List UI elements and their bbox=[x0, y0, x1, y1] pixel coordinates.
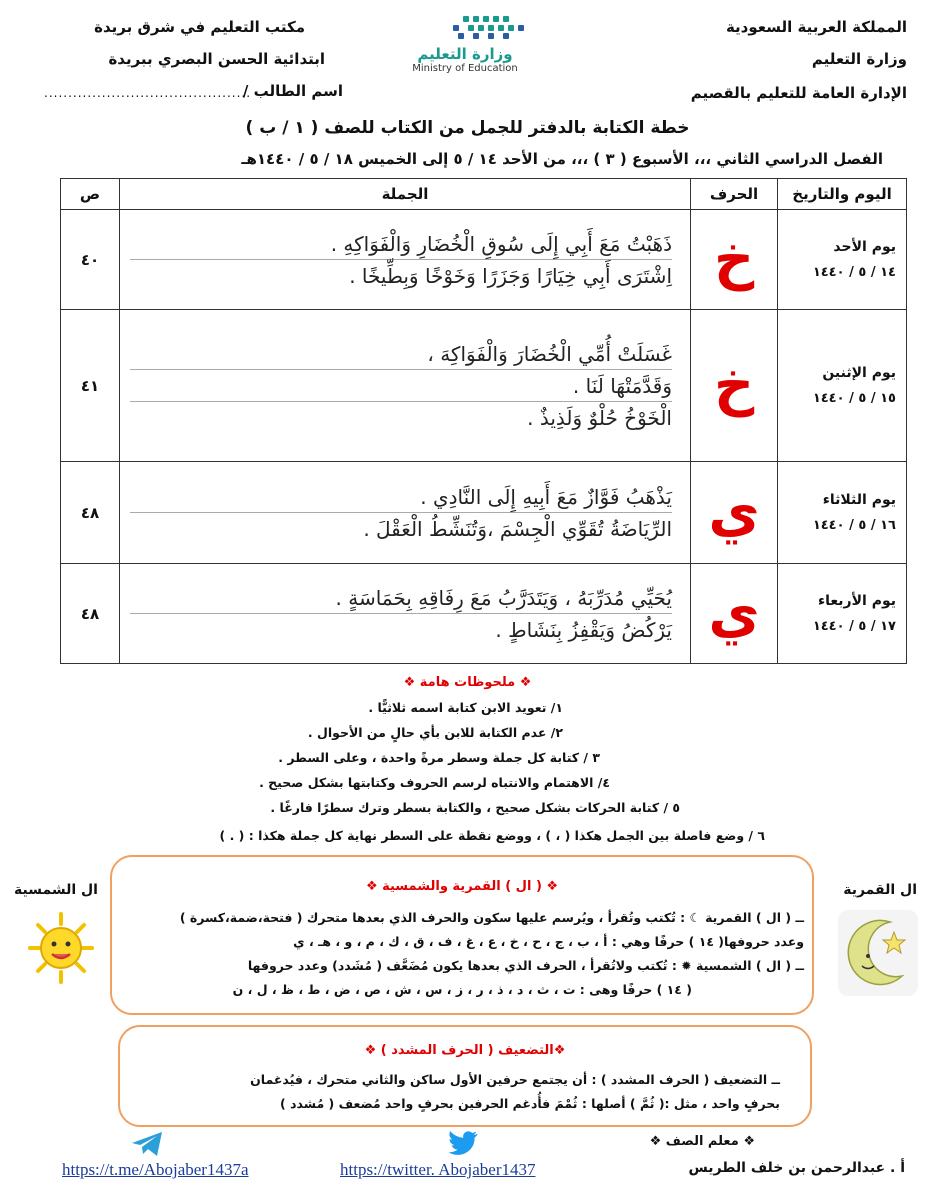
page-cell: ٤٨ bbox=[61, 564, 120, 664]
letter: خ bbox=[713, 353, 755, 418]
box1-line: ( ١٤ ) حرفًا وهى : ت ، ث ، د ، ذ ، ر ، ز ، س ، ش ، ص ، ض ، ط ، ظ ، ل ، ن bbox=[232, 982, 692, 997]
day-name: يوم الثلاثاء bbox=[822, 492, 896, 508]
header-left-1: مكتب التعليم في شرق بريدة bbox=[94, 18, 305, 36]
twitter-icon[interactable] bbox=[445, 1130, 479, 1158]
box1-line: ــ ( ال ) الشمسية ✹ : تُكتب ولاتُقرأ ، الحرف الذي بعدها يكون مُضَعَّف ( مُشَدد) وعدد حروفها bbox=[247, 958, 804, 973]
sentence-cell bbox=[120, 210, 691, 310]
table-row bbox=[61, 462, 907, 564]
shamsiya-label: ال الشمسية bbox=[14, 882, 98, 898]
header-right-3: الإدارة العامة للتعليم بالقصيم bbox=[690, 84, 907, 102]
logo-text: وزارة التعليم bbox=[417, 45, 513, 63]
day-date: ١٤ / ٥ / ١٤٤٠ bbox=[812, 265, 896, 280]
day-name: يوم الإثنين bbox=[822, 365, 896, 381]
qamariya-label: ال القمرية bbox=[843, 882, 917, 898]
twitter-link[interactable]: https://twitter. Abojaber1437 bbox=[340, 1160, 536, 1179]
sentence-line: يَذْهَبُ فَوَّازٌ مَعَ أَبِيهِ إِلَى النَّادِي . bbox=[130, 481, 672, 513]
header-day-date: اليوم والتاريخ bbox=[778, 179, 907, 210]
sun-icon bbox=[28, 912, 94, 984]
sentence-line: يُحَيِّي مُدَرِّبَهُ ، وَيَتَدَرَّبُ مَعَ رِفَاقِهِ بِحَمَاسَةٍ . bbox=[130, 582, 672, 614]
table-header-row bbox=[61, 179, 907, 210]
writing-plan-table bbox=[60, 178, 907, 664]
ministry-logo bbox=[385, 14, 545, 74]
telegram-link[interactable]: https://t.me/Abojaber1437a bbox=[62, 1160, 249, 1179]
day-date: ١٥ / ٥ / ١٤٤٠ bbox=[812, 391, 896, 406]
qamariya-shamsiya-box bbox=[110, 855, 814, 1015]
day-cell bbox=[778, 210, 907, 310]
header-page: ص bbox=[61, 179, 120, 210]
table-row bbox=[61, 310, 907, 462]
day-date: ١٧ / ٥ / ١٤٤٠ bbox=[812, 619, 896, 634]
table-row bbox=[61, 564, 907, 664]
student-label: اسم الطالب / bbox=[242, 82, 343, 100]
box1-line: ــ ( ال ) القمرية ☾ : تُكتب وتُقرأ ، ويُرسم عليها سكون والحرف الذي بعدها متحرك ( فتحة،ضمة،كسرة ) bbox=[179, 910, 804, 925]
note-item: ٤/ الاهتمام والانتباه لرسم الحروف وكتابتها بشكل صحيح . bbox=[259, 775, 610, 790]
note-item: ٣ / كتابة كل جملة وسطر مرةً واحدة ، وعلى السطر . bbox=[278, 750, 600, 765]
sentence-line: يَرْكُضُ وَيَقْفِزُ بِنَشَاطٍ . bbox=[495, 618, 672, 642]
logo-subtext: Ministry of Education bbox=[412, 63, 518, 74]
page-cell: ٤٠ bbox=[61, 210, 120, 310]
day-name: يوم الأحد bbox=[833, 239, 896, 255]
moon-icon bbox=[838, 910, 918, 996]
header-right-1: المملكة العربية السعودية bbox=[725, 18, 907, 36]
day-date: ١٦ / ٥ / ١٤٤٠ bbox=[812, 518, 896, 533]
telegram-icon[interactable] bbox=[130, 1130, 164, 1158]
letter: خ bbox=[713, 227, 755, 292]
letter: ي bbox=[708, 581, 760, 646]
letter-cell bbox=[691, 462, 778, 564]
header-sentence: الجملة bbox=[120, 179, 691, 210]
sentence-cell bbox=[120, 462, 691, 564]
page-cell: ٤١ bbox=[61, 310, 120, 462]
table-row bbox=[61, 210, 907, 310]
note-item: ٥ / كتابة الحركات بشكل صحيح ، والكتابة بسطر وترك سطرًا فارغًا . bbox=[270, 800, 680, 815]
day-name: يوم الأربعاء bbox=[817, 593, 896, 609]
day-cell bbox=[778, 462, 907, 564]
sentence-line: الرِّيَاضَةُ تُقَوِّي الْجِسْمَ ،وَتُنَشِّطُ الْعَقْلَ . bbox=[363, 517, 672, 541]
day-cell bbox=[778, 310, 907, 462]
note-item: ٦ / وضع فاصلة بين الجمل هكذا ( ، ) ، ووضع نقطة على السطر نهاية كل جملة هكذا : ( . ) bbox=[219, 828, 765, 843]
sentence-line: غَسَلَتْ أُمِّي الْخُضَارَ وَالْفَوَاكِهَ ، bbox=[130, 338, 672, 370]
sentence-line: وَقَدَّمَتْهَا لَنَا . bbox=[130, 370, 672, 402]
page-cell: ٤٨ bbox=[61, 462, 120, 564]
box2-title: ❖التضعيف ( الحرف المشدد ) ❖ bbox=[364, 1043, 566, 1058]
letter-cell bbox=[691, 210, 778, 310]
day-cell bbox=[778, 564, 907, 664]
box1-title: ❖ ( ال ) القمرية والشمسية ❖ bbox=[365, 879, 559, 894]
student-name-dots: ........................................... bbox=[44, 86, 252, 100]
note-item: ٢/ عدم الكتابة للابن بأي حالٍ من الأحوال . bbox=[307, 725, 563, 740]
teacher-name: أ . عبدالرحمن بن خلف الطريس bbox=[688, 1160, 905, 1176]
sentence-cell bbox=[120, 564, 691, 664]
page-title: خطة الكتابة بالدفتر للجمل من الكتاب للصف ( ١ / ب ) bbox=[245, 118, 690, 138]
sentence-line: ذَهَبْتُ مَعَ أَبِي إِلَى سُوقِ الْخُضَارِ وَالْفَوَاكِهِ . bbox=[130, 228, 672, 260]
box2-line: بحرفٍ واحد ، مثل :( ثُمَّ ) أصلها : ثُمْمَ فأُدغم الحرفين بحرفٍ واحد مُضعف ( مُشدد ) bbox=[280, 1096, 780, 1111]
sentence-cell bbox=[120, 310, 691, 462]
header-letter: الحرف bbox=[691, 179, 778, 210]
box1-line: وعدد حروفها( ١٤ ) حرفًا وهي : أ ، ب ، ج ، ح ، خ ، ع ، غ ، ف ، ق ، ك ، م ، و ، هـ ، ي bbox=[293, 934, 804, 949]
header-left-2: ابتدائية الحسن البصري ببريدة bbox=[108, 50, 325, 68]
page-subtitle: الفصل الدراسي الثاني ،،، الأسبوع ( ٣ ) ،،، من الأحد ١٤ / ٥ إلى الخميس ١٨ / ٥ / ١٤٤٠هـ bbox=[241, 150, 883, 168]
header-right-2: وزارة التعليم bbox=[811, 50, 907, 68]
notes-title: ❖ ملحوظات هامة ❖ bbox=[403, 675, 532, 690]
box2-line: ــ التضعيف ( الحرف المشدد ) : أن يجتمع حرفين الأول ساكن والثاني متحرك ، فيُدغمان bbox=[250, 1072, 780, 1087]
letter-cell bbox=[691, 310, 778, 462]
note-item: ١/ تعويد الابن كتابة اسمه ثلاثيًّا . bbox=[368, 700, 563, 715]
tadeef-box bbox=[118, 1025, 812, 1127]
teacher-label: ❖ معلم الصف ❖ bbox=[649, 1134, 755, 1149]
letter: ي bbox=[708, 480, 760, 545]
logo-dots-icon bbox=[385, 14, 545, 40]
sentence-line: اِشْتَرَى أَبِي خِيَارًا وَجَزَرًا وَخَوْخًا وَبِطِّيخًا . bbox=[349, 264, 672, 288]
letter-cell bbox=[691, 564, 778, 664]
sentence-line: الْخَوْخُ حُلْوٌ وَلَذِيذٌ . bbox=[527, 406, 672, 430]
